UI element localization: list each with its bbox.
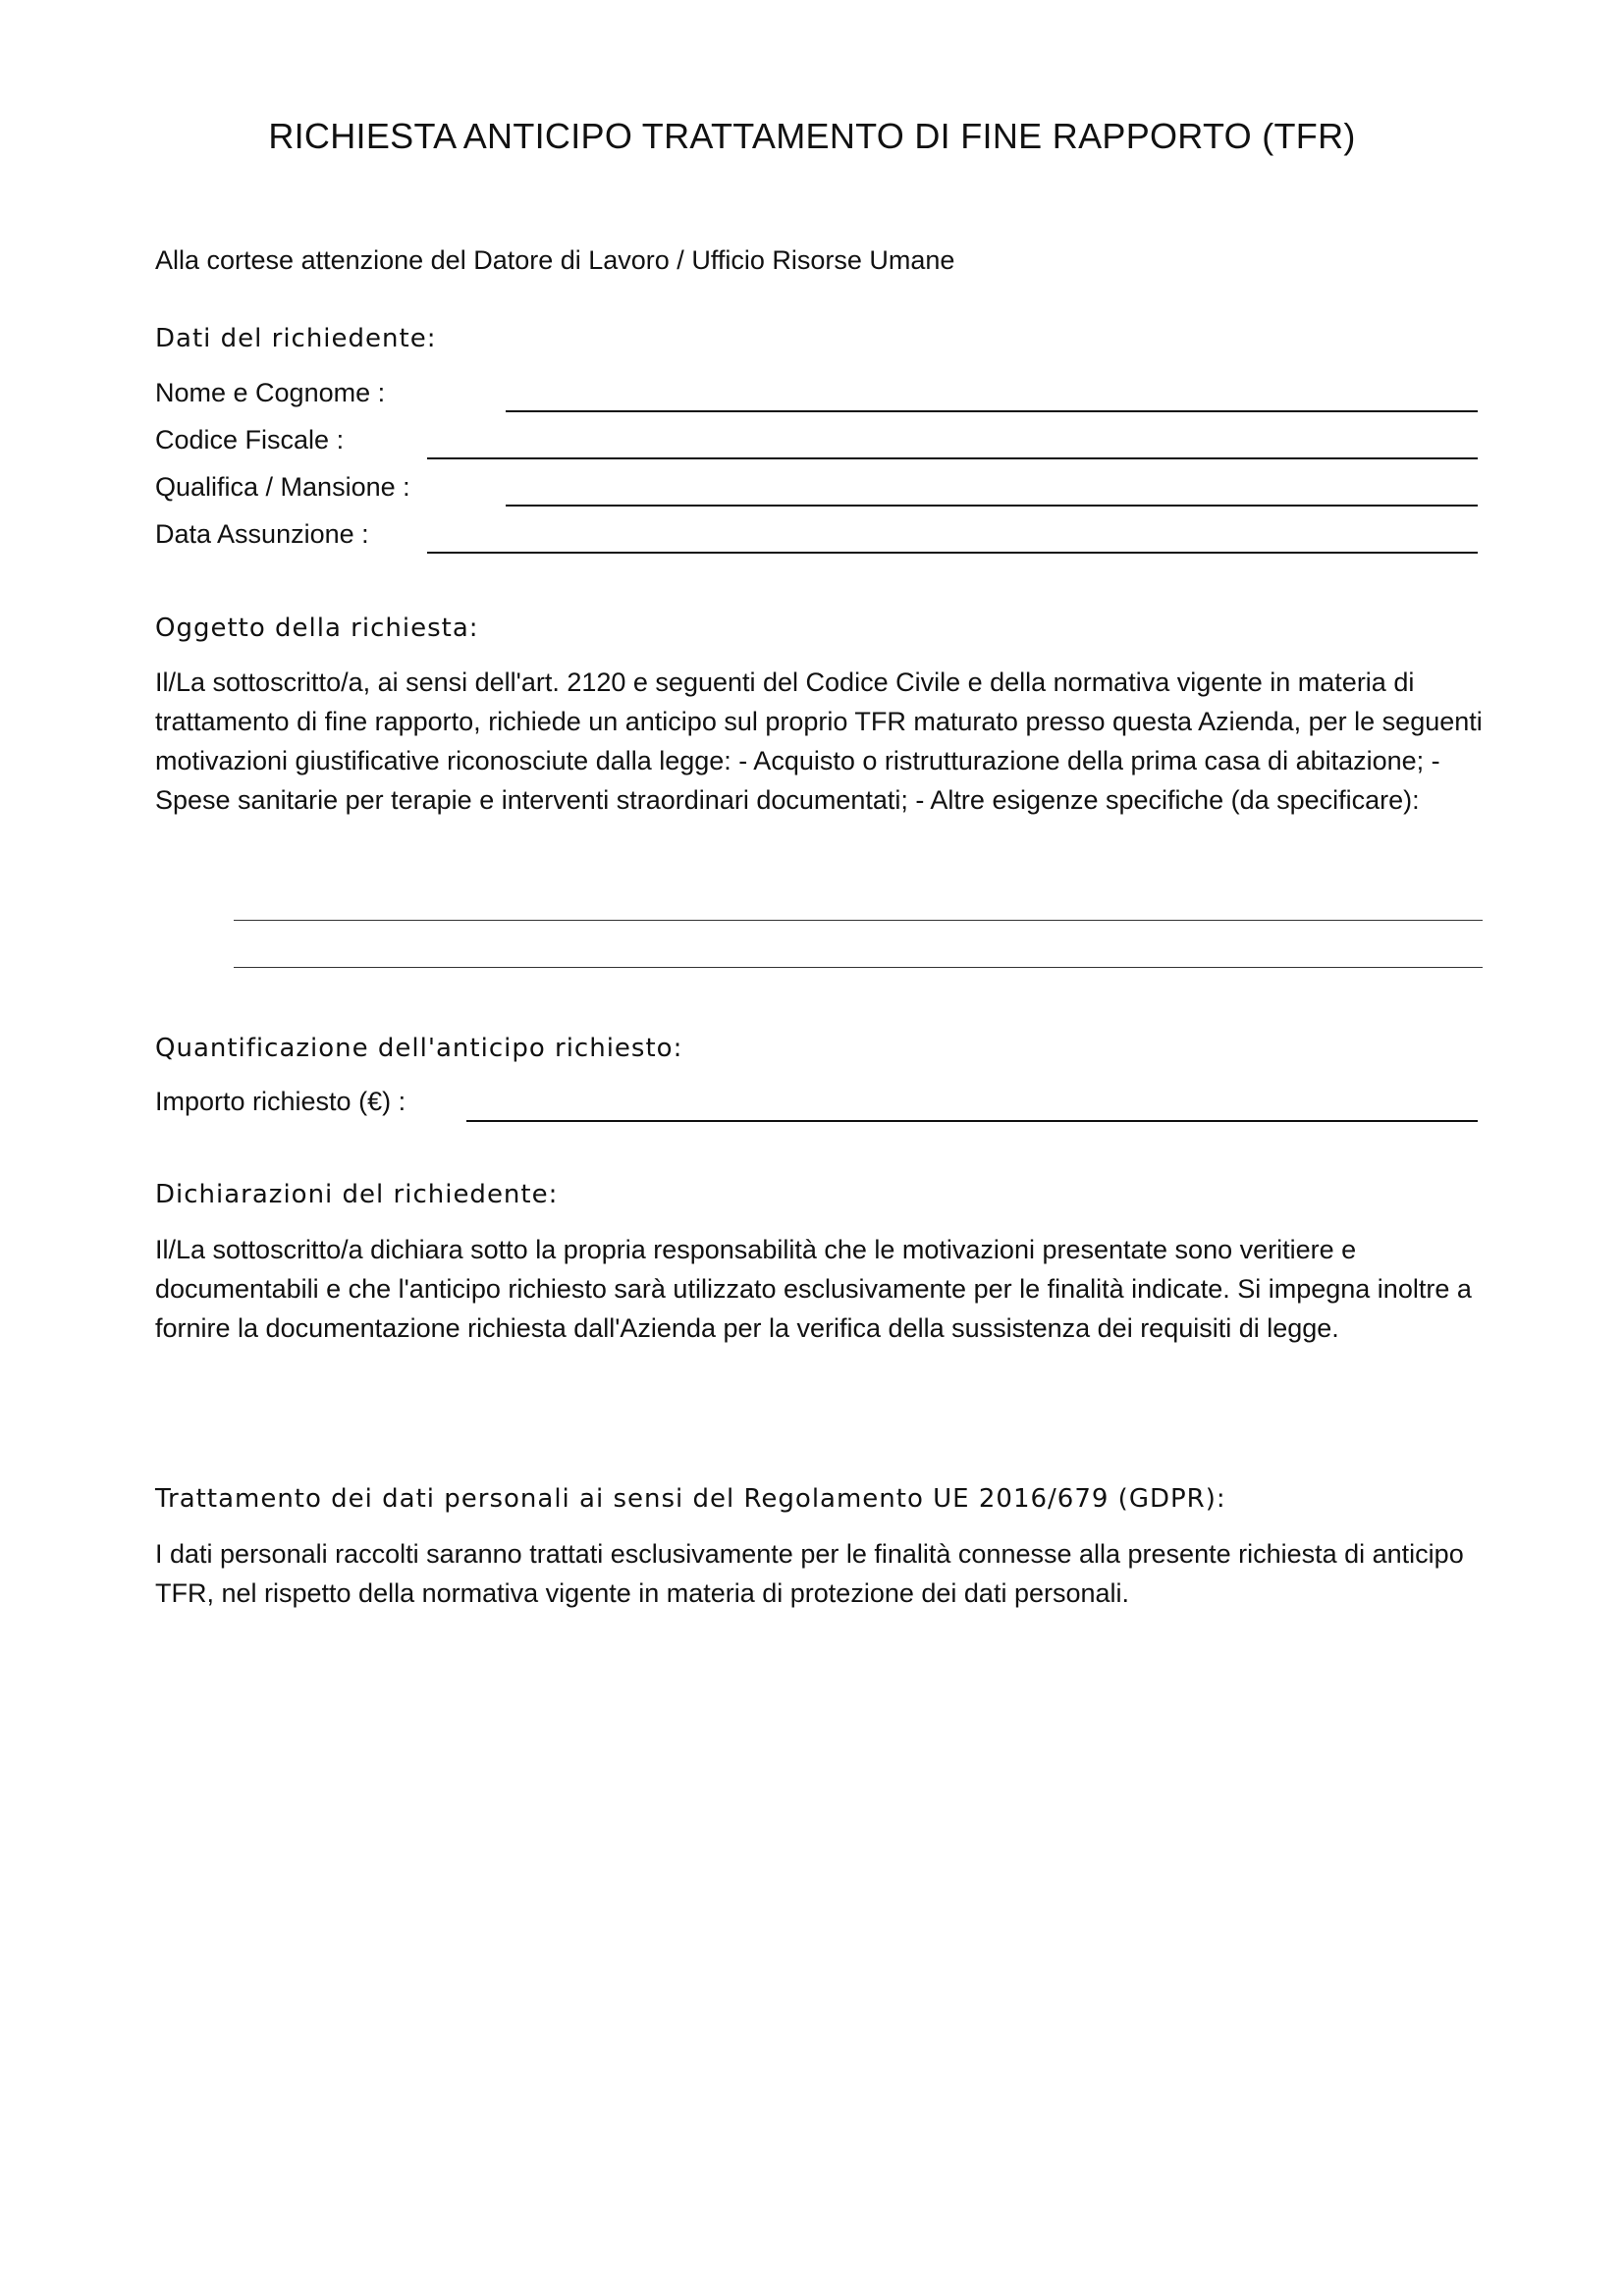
declarations-paragraph: Il/La sottoscritto/a dichiara sotto la propria responsabilità che le motivazioni presentate sono veritiere e documentabili e che l'anticipo richiesto sarà utilizzato esclusivamente per le finalità indicate. Si impegna inoltre a fornire la documentazione richiesta dall'Azienda per la verifica della sussistenza dei requisiti di legge. [155, 1235, 1472, 1343]
request-paragraph: Il/La sottoscritto/a, ai sensi dell'art. 2120 e seguenti del Codice Civile e della normativa vigente in materia di trattamento di fine rapporto, richiede un anticipo sul proprio TFR maturato presso questa Azienda, per le seguenti motivazioni giustificative riconosciute dalla legge: - Acquisto o ristrutturazione della prima casa di abitazione; - Spese sanitarie per terapie e interventi straordinari documentati; - Altre esigenze specifiche (da specificare): [155, 667, 1483, 815]
name-label: Nome e Cognome : [155, 378, 386, 407]
amount-input-line[interactable] [466, 1120, 1478, 1122]
tax-code-label: Codice Fiscale : [155, 425, 345, 454]
hire-date-input-line[interactable] [427, 552, 1478, 554]
other-reason-line-1[interactable] [234, 920, 1483, 921]
amount-section-heading: Quantificazione dell'anticipo richiesto: [155, 1034, 683, 1063]
addressee-line: Alla cortese attenzione del Datore di Lavoro / Ufficio Risorse Umane [155, 245, 955, 275]
privacy-section-heading: Trattamento dei dati personali ai sensi del Regolamento UE 2016/679 (GDPR): [155, 1484, 1226, 1514]
document-title: RICHIESTA ANTICIPO TRATTAMENTO DI FINE RAPPORTO (TFR) [268, 116, 1356, 156]
role-label: Qualifica / Mansione : [155, 472, 410, 502]
name-input-line[interactable] [506, 410, 1478, 412]
tax-code-input-line[interactable] [427, 457, 1478, 459]
request-section-heading: Oggetto della richiesta: [155, 614, 479, 643]
hire-date-label: Data Assunzione : [155, 519, 369, 549]
privacy-paragraph: I dati personali raccolti saranno trattati esclusivamente per le finalità connesse alla presente richiesta di anticipo TFR, nel rispetto della normativa vigente in materia di protezione dei dati personali. [155, 1539, 1464, 1608]
role-input-line[interactable] [506, 505, 1478, 507]
applicant-section-heading: Dati del richiedente: [155, 324, 437, 353]
declarations-section-heading: Dichiarazioni del richiedente: [155, 1180, 559, 1209]
amount-label: Importo richiesto (€) : [155, 1087, 406, 1116]
other-reason-line-2[interactable] [234, 967, 1483, 968]
